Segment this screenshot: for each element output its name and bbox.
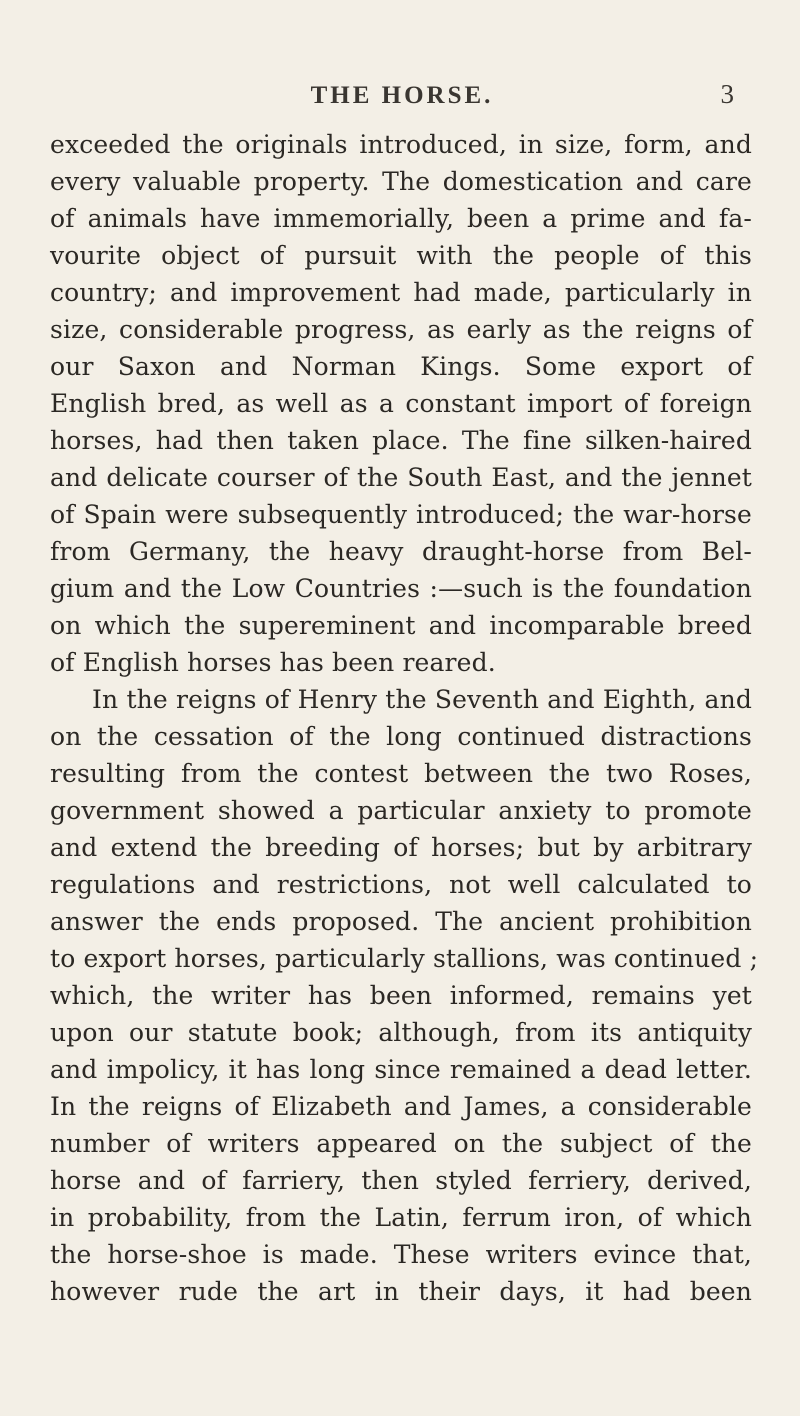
text-line: of Spain were subsequently introduced; the war-horse: [50, 500, 752, 529]
text-line: In the reigns of Elizabeth and James, a considerable: [50, 1092, 752, 1121]
text-line: in probability, from the Latin, ferrum iron, of which: [50, 1203, 752, 1232]
text-line: of animals have immemorially, been a prime and fa-: [50, 204, 752, 233]
text-line: horse and of farriery, then styled ferriery, derived,: [50, 1166, 752, 1195]
text-line: country; and improvement had made, particularly in: [50, 278, 752, 307]
text-line: every valuable property. The domestication and care: [50, 167, 752, 196]
text-line: exceeded the originals introduced, in size, form, and: [50, 130, 752, 159]
text-line: size, considerable progress, as early as the reigns of: [50, 315, 752, 344]
body-text: [50, 126, 759, 1310]
text-line: horses, had then taken place. The fine silken-haired: [50, 426, 752, 455]
text-line: English bred, as well as a constant import of foreign: [50, 389, 752, 418]
text-line: however rude the art in their days, it had been: [50, 1277, 752, 1306]
text-line: gium and the Low Countries :—such is the foundation: [50, 574, 752, 603]
text-line: the horse-shoe is made. These writers evince that,: [50, 1240, 752, 1269]
text-line: number of writers appeared on the subject of the: [50, 1129, 752, 1158]
text-line: upon our statute book; although, from its antiquity: [50, 1018, 752, 1047]
text-line: our Saxon and Norman Kings. Some export of: [50, 352, 752, 381]
text-line: to export horses, particularly stallions, was continued ;: [50, 944, 759, 973]
text-line: In the reigns of Henry the Seventh and Eighth, and: [92, 685, 752, 714]
text-line: and extend the breeding of horses; but by arbitrary: [50, 833, 752, 862]
running-head: [52, 79, 752, 116]
text-line: government showed a particular anxiety to promote: [50, 796, 752, 825]
text-line: and impolicy, it has long since remained a dead letter.: [50, 1055, 752, 1084]
page-number: 3: [720, 79, 734, 109]
text-line: answer the ends proposed. The ancient prohibition: [50, 907, 752, 936]
text-line: on the cessation of the long continued distractions: [50, 722, 752, 751]
text-line: vourite object of pursuit with the people of this: [50, 241, 752, 270]
text-line: resulting from the contest between the two Roses,: [50, 759, 752, 788]
text-line: regulations and restrictions, not well calculated to: [50, 870, 752, 899]
running-title: THE HORSE.: [310, 82, 494, 109]
text-line: on which the supereminent and incomparable breed: [50, 611, 752, 640]
text-line: and delicate courser of the South East, and the jennet: [50, 463, 752, 492]
text-line: which, the writer has been informed, remains yet: [50, 981, 752, 1010]
text-line: of English horses has been reared.: [50, 648, 496, 677]
text-line: from Germany, the heavy draught-horse from Bel-: [50, 537, 752, 566]
